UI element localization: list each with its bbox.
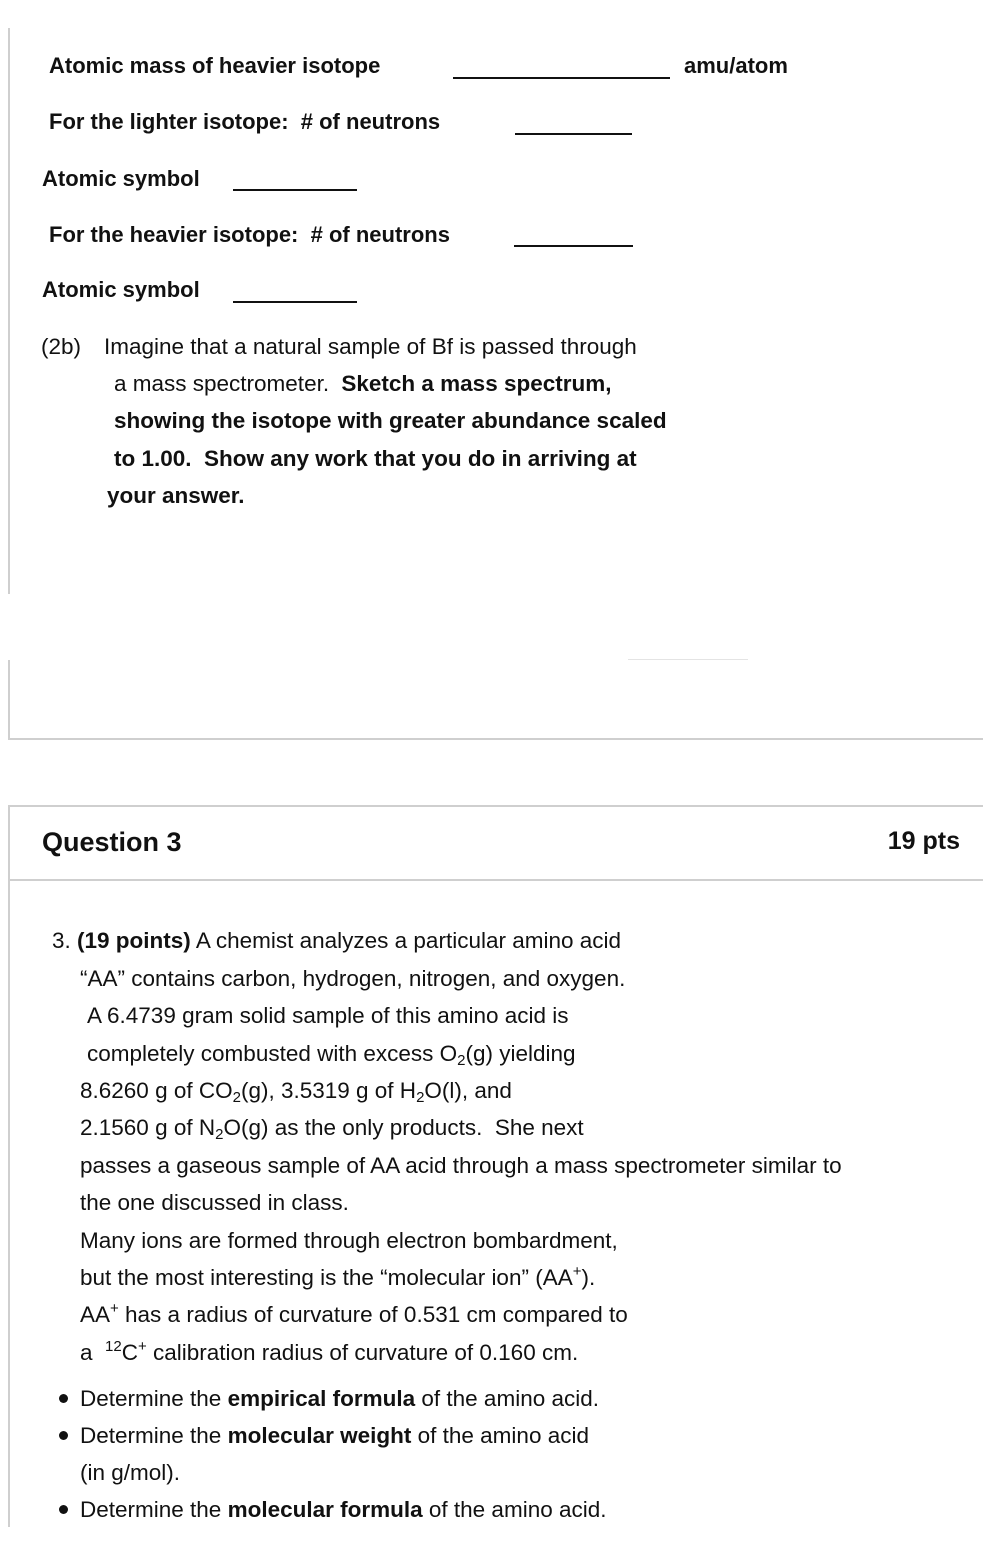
heavier-neutrons-blank[interactable] [514,245,633,247]
faint-divider [628,659,748,660]
heavier-mass-blank[interactable] [453,77,670,79]
q3-line11-b: has a radius of curvature of 0.531 cm compared to [118,1302,628,1327]
q3-line6-a: 2.1560 g of N [80,1115,216,1140]
part-2b-line2 [114,371,612,397]
part-2b-line2-bold: Sketch a mass spectrum, [341,371,612,396]
q3-line5-b: (g), 3.5319 g of H [240,1078,417,1103]
bullet-1-post: of the amino acid. [415,1386,599,1411]
q3-line4-sub: 2 [457,1052,466,1069]
heavier-neutrons-label: For the heavier isotope: # of neutrons [49,222,450,247]
q3-line11-a: AA [80,1302,111,1327]
lighter-symbol-blank[interactable] [233,189,357,191]
lighter-symbol-label: Atomic symbol [42,166,200,191]
section-divider [8,738,983,740]
bullet-3-post: of the amino acid. [422,1497,607,1522]
q3-line6-b: O(g) as the only products. She next [223,1115,584,1140]
bullet-item-2 [80,1423,589,1449]
q3-line10-a: but the most interesting is the “molecular ion” (AA [80,1265,573,1290]
bullet-3-pre: Determine the [80,1497,228,1522]
part-2b-line3: showing the isotope with greater abundance scaled [114,408,667,433]
bullet-2-bold: molecular weight [227,1423,412,1448]
bullet-item-3 [80,1497,607,1523]
q3-line12-b: C [121,1340,138,1365]
q3-line12-c: calibration radius of curvature of 0.160 cm. [146,1340,579,1365]
q3-line5-c: O(l), and [424,1078,512,1103]
left-border-top [8,28,10,594]
q3-line1 [52,928,621,954]
q3-number: 3. [52,928,71,953]
q3-line4-b: (g) yielding [465,1041,576,1066]
bullet-item-1 [80,1386,599,1412]
q3-line4 [87,1041,576,1067]
bullet-dot-1 [59,1394,68,1403]
q3-line5-sub1: 2 [232,1089,241,1106]
q3-line12-sup1: 12 [105,1338,122,1355]
question-3-title: Question 3 [42,827,182,857]
q3-line8: the one discussed in class. [80,1190,349,1215]
q3-line5-a: 8.6260 g of CO [80,1078,233,1103]
heavier-mass-unit: amu/atom [684,53,788,78]
heavier-mass-label: Atomic mass of heavier isotope [49,53,381,78]
q3-line1-rest: A chemist analyzes a particular amino acid [195,928,622,953]
bullet-1-bold: empirical formula [227,1386,416,1411]
q3-line7: passes a gaseous sample of AA acid through a mass spectrometer similar to [80,1153,842,1178]
bullet-1-pre: Determine the [80,1386,228,1411]
q3-line10-b: ). [581,1265,596,1290]
q3-line2: “AA” contains carbon, hydrogen, nitrogen, and oxygen. [80,966,626,991]
q3-line5-sub2: 2 [416,1089,425,1106]
bullet-3-bold: molecular formula [227,1497,423,1522]
heavier-symbol-label: Atomic symbol [42,277,200,302]
q3-line12-sup2: + [137,1338,147,1355]
part-2b-prefix: (2b) [41,334,82,359]
part-2b-line4: to 1.00. Show any work that you do in arriving at [114,446,637,471]
bullet-item-2-cont: (in g/mol). [80,1460,181,1485]
q3-line6-sub: 2 [215,1126,224,1143]
question-3-header [8,805,983,881]
q3-line5 [80,1078,512,1104]
q3-line3: A 6.4739 gram solid sample of this amino acid is [87,1003,569,1028]
q3-line10-sup: + [572,1263,582,1280]
lighter-neutrons-blank[interactable] [515,133,632,135]
q3-line9: Many ions are formed through electron bombardment, [80,1228,618,1253]
left-border-bottom [8,877,10,1527]
q3-line6 [80,1115,584,1141]
part-2b-line1: Imagine that a natural sample of Bf is passed through [104,334,637,359]
bullet-dot-2 [59,1431,68,1440]
bullet-dot-3 [59,1505,68,1514]
q3-points-inline: (19 points) [77,928,191,953]
q3-line12-a: a [80,1340,106,1365]
part-2b-line5: your answer. [107,483,245,508]
q3-line12 [80,1340,578,1366]
q3-line10 [80,1265,595,1291]
q3-line4-a: completely combusted with excess O [87,1041,458,1066]
bullet-2-post: of the amino acid [411,1423,589,1448]
lighter-neutrons-label: For the lighter isotope: # of neutrons [49,109,441,134]
part-2b-line2-normal: a mass spectrometer. [114,371,330,396]
heavier-symbol-blank[interactable] [233,301,357,303]
q3-line11 [80,1302,628,1328]
question-3-points: 19 pts [887,827,960,855]
left-border-middle [8,660,10,740]
q3-line11-sup: + [110,1300,119,1317]
bullet-2-pre: Determine the [80,1423,228,1448]
